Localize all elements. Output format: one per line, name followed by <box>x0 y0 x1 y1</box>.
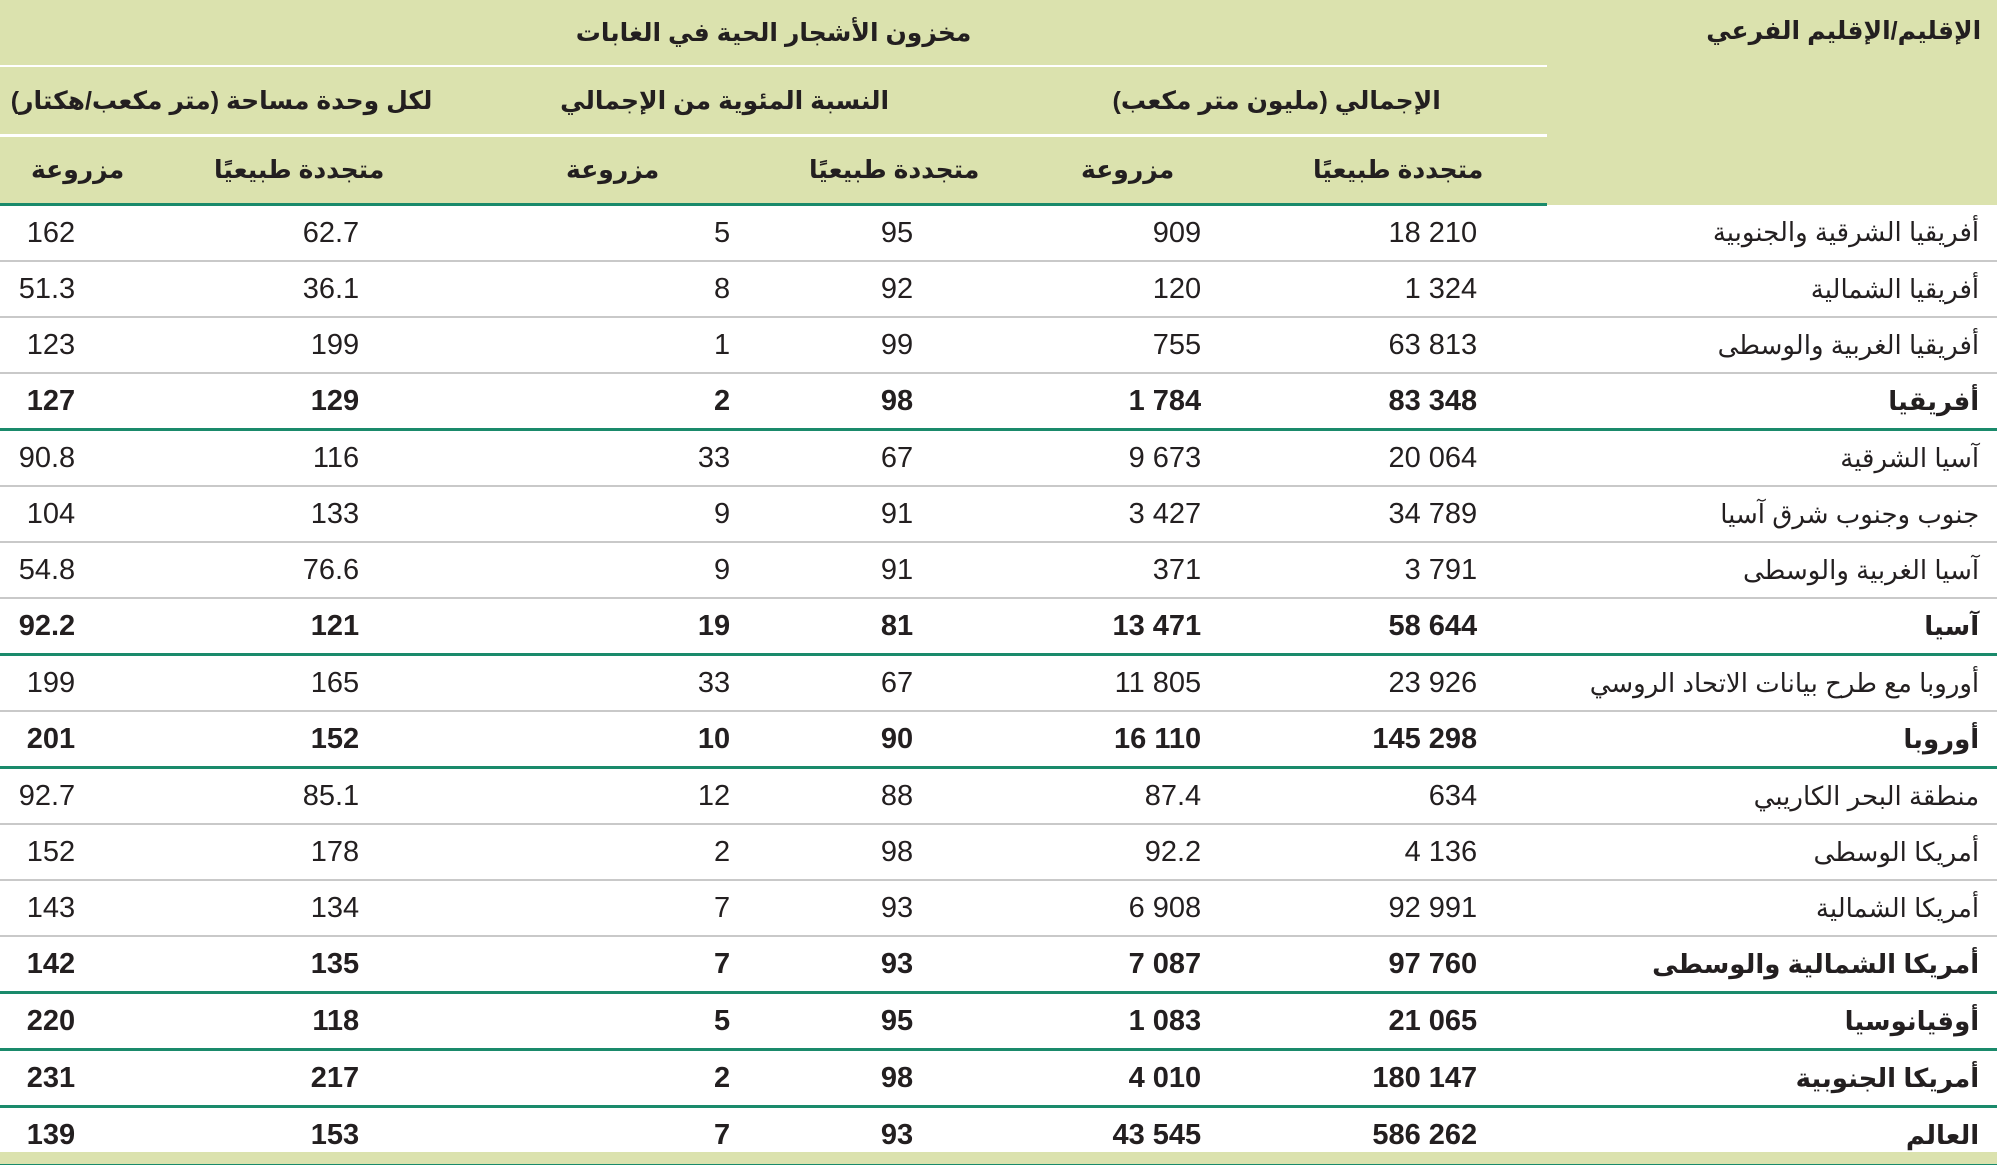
cell-value: 1 324 <box>1404 272 1478 305</box>
total-natural-cell <box>1249 598 1547 655</box>
region-name-cell: أوروبا مع طرح بيانات الاتحاد الروسي <box>1547 655 1997 712</box>
percent-natural-cell <box>782 768 1006 825</box>
cell-value: 5 <box>714 216 731 249</box>
area-natural-cell <box>155 711 443 768</box>
percent-planted-cell <box>443 486 782 542</box>
cell-value: 4 010 <box>1128 1061 1202 1094</box>
region-name-cell: أمريكا الوسطى <box>1547 824 1997 880</box>
cell-value: 129 <box>310 384 360 417</box>
cell-value: 92.2 <box>18 609 76 642</box>
percent-planted-cell <box>443 993 782 1050</box>
area-planted-cell <box>0 880 155 936</box>
percent-natural-cell <box>782 993 1006 1050</box>
area-planted-cell <box>0 373 155 430</box>
cell-value: 1 083 <box>1128 1004 1202 1037</box>
subheader-area-planted: مزروعة <box>0 136 155 205</box>
percent-natural-cell <box>782 598 1006 655</box>
cell-value: 23 926 <box>1388 666 1478 699</box>
cell-value: 145 298 <box>1372 722 1478 755</box>
area-planted-cell <box>0 655 155 712</box>
cell-value: 135 <box>310 947 360 980</box>
percent-planted-cell <box>443 655 782 712</box>
table-row <box>0 711 1997 768</box>
total-natural-cell <box>1249 317 1547 373</box>
cell-value: 54.8 <box>18 553 76 586</box>
percent-natural-cell <box>782 936 1006 993</box>
region-name-cell: أفريقيا الشرقية والجنوبية <box>1547 205 1997 262</box>
cell-value: 6 908 <box>1128 891 1202 924</box>
cell-value: 98 <box>880 384 914 417</box>
cell-value: 76.6 <box>302 553 360 586</box>
table-row <box>0 1050 1997 1107</box>
cell-value: 83 348 <box>1388 384 1478 417</box>
cell-value: 58 644 <box>1388 609 1478 642</box>
area-planted-cell <box>0 598 155 655</box>
cell-value: 67 <box>880 441 914 474</box>
cell-value: 180 147 <box>1372 1061 1478 1094</box>
area-natural-cell <box>155 1050 443 1107</box>
area-natural-cell <box>155 598 443 655</box>
percent-planted-cell <box>443 205 782 262</box>
subheader-percent-planted: مزروعة <box>443 136 782 205</box>
table-row <box>0 655 1997 712</box>
region-name-cell: جنوب وجنوب شرق آسيا <box>1547 486 1997 542</box>
total-natural-cell <box>1249 261 1547 317</box>
total-natural-cell <box>1249 880 1547 936</box>
area-natural-cell <box>155 824 443 880</box>
cell-value: 142 <box>26 947 76 980</box>
cell-value: 139 <box>26 1118 76 1151</box>
percent-natural-cell <box>782 317 1006 373</box>
percent-natural-cell <box>782 261 1006 317</box>
cell-value: 36.1 <box>302 272 360 305</box>
percent-planted-cell <box>443 598 782 655</box>
table-header <box>0 0 1997 205</box>
region-name-cell: أمريكا الجنوبية <box>1547 1050 1997 1107</box>
percent-natural-cell <box>782 711 1006 768</box>
cell-value: 104 <box>26 497 76 530</box>
cell-value: 90.8 <box>18 441 76 474</box>
cell-value: 1 784 <box>1128 384 1202 417</box>
cell-value: 2 <box>714 384 731 417</box>
cell-value: 90 <box>880 722 914 755</box>
cell-value: 10 <box>697 722 731 755</box>
total-natural-cell <box>1249 993 1547 1050</box>
cell-value: 133 <box>310 497 360 530</box>
cell-value: 153 <box>310 1118 360 1151</box>
cell-value: 98 <box>880 835 914 868</box>
stock-main-header: مخزون الأشجار الحية في الغابات <box>0 0 1547 66</box>
table-row <box>0 598 1997 655</box>
total-natural-cell <box>1249 205 1547 262</box>
total-planted-cell <box>1006 598 1249 655</box>
area-planted-cell <box>0 993 155 1050</box>
cell-value: 93 <box>880 1118 914 1151</box>
cell-value: 34 789 <box>1388 497 1478 530</box>
cell-value: 95 <box>880 1004 914 1037</box>
table-body <box>0 205 1997 1164</box>
cell-value: 98 <box>880 1061 914 1094</box>
cell-value: 11 805 <box>1114 666 1202 699</box>
cell-value: 21 065 <box>1388 1004 1478 1037</box>
total-natural-cell <box>1249 1050 1547 1107</box>
subheader-total-planted: مزروعة <box>1006 136 1249 205</box>
region-name-cell: أوروبا <box>1547 711 1997 768</box>
area-planted-cell <box>0 205 155 262</box>
group-header-per-area: لكل وحدة مساحة (متر مكعب/هكتار) <box>0 66 443 136</box>
region-name-cell: آسيا <box>1547 598 1997 655</box>
cell-value: 121 <box>310 609 360 642</box>
subheader-area-natural: متجددة طبيعيًا <box>155 136 443 205</box>
cell-value: 3 427 <box>1128 497 1202 530</box>
total-natural-cell <box>1249 430 1547 487</box>
percent-planted-cell <box>443 768 782 825</box>
cell-value: 92.7 <box>18 779 76 812</box>
total-natural-cell <box>1249 936 1547 993</box>
area-natural-cell <box>155 993 443 1050</box>
cell-value: 99 <box>880 328 914 361</box>
total-planted-cell <box>1006 373 1249 430</box>
total-planted-cell <box>1006 430 1249 487</box>
area-natural-cell <box>155 261 443 317</box>
area-natural-cell <box>155 542 443 598</box>
region-name-cell: العالم <box>1547 1107 1997 1164</box>
table-row <box>0 824 1997 880</box>
cell-value: 201 <box>26 722 76 755</box>
cell-value: 7 087 <box>1128 947 1202 980</box>
cell-value: 51.3 <box>18 272 76 305</box>
cell-value: 231 <box>26 1061 76 1094</box>
cell-value: 634 <box>1428 779 1478 812</box>
total-planted-cell <box>1006 317 1249 373</box>
total-planted-cell <box>1006 936 1249 993</box>
subheader-percent-natural: متجددة طبيعيًا <box>782 136 1006 205</box>
region-name-cell: منطقة البحر الكاريبي <box>1547 768 1997 825</box>
percent-planted-cell <box>443 936 782 993</box>
cell-value: 12 <box>697 779 731 812</box>
percent-planted-cell <box>443 317 782 373</box>
cell-value: 62.7 <box>302 216 360 249</box>
total-planted-cell <box>1006 711 1249 768</box>
total-natural-cell <box>1249 373 1547 430</box>
percent-natural-cell <box>782 205 1006 262</box>
cell-value: 5 <box>714 1004 731 1037</box>
percent-planted-cell <box>443 542 782 598</box>
total-planted-cell <box>1006 655 1249 712</box>
cell-value: 127 <box>26 384 76 417</box>
area-natural-cell <box>155 373 443 430</box>
cell-value: 91 <box>880 497 914 530</box>
group-header-percent: النسبة المئوية من الإجمالي <box>443 66 1006 136</box>
total-planted-cell <box>1006 205 1249 262</box>
cell-value: 162 <box>26 216 76 249</box>
cell-value: 13 471 <box>1112 609 1202 642</box>
cell-value: 118 <box>312 1004 360 1037</box>
region-name-cell: آسيا الشرقية <box>1547 430 1997 487</box>
percent-planted-cell <box>443 373 782 430</box>
table-row <box>0 993 1997 1050</box>
cell-value: 93 <box>880 947 914 980</box>
cell-value: 85.1 <box>302 779 360 812</box>
total-natural-cell <box>1249 711 1547 768</box>
table-row <box>0 936 1997 993</box>
cell-value: 165 <box>310 666 360 699</box>
total-planted-cell <box>1006 824 1249 880</box>
cell-value: 755 <box>1152 328 1202 361</box>
cell-value: 16 110 <box>1114 722 1202 755</box>
cell-value: 7 <box>714 891 731 924</box>
cell-value: 371 <box>1152 553 1202 586</box>
cell-value: 43 545 <box>1112 1118 1202 1151</box>
region-name-cell: أمريكا الشمالية <box>1547 880 1997 936</box>
percent-planted-cell <box>443 880 782 936</box>
table-row <box>0 542 1997 598</box>
area-natural-cell <box>155 655 443 712</box>
table-row <box>0 486 1997 542</box>
area-planted-cell <box>0 486 155 542</box>
area-planted-cell <box>0 317 155 373</box>
percent-planted-cell <box>443 711 782 768</box>
percent-planted-cell <box>443 1050 782 1107</box>
cell-value: 152 <box>310 722 360 755</box>
cell-value: 143 <box>26 891 76 924</box>
percent-natural-cell <box>782 430 1006 487</box>
group-header-total: الإجمالي (مليون متر مكعب) <box>1006 66 1547 136</box>
area-natural-cell <box>155 317 443 373</box>
table-row <box>0 261 1997 317</box>
area-natural-cell <box>155 430 443 487</box>
area-natural-cell <box>155 936 443 993</box>
cell-value: 9 <box>714 497 731 530</box>
cell-value: 9 673 <box>1128 441 1202 474</box>
table-row <box>0 317 1997 373</box>
footer-band <box>0 1152 1997 1164</box>
region-name-cell: أفريقيا <box>1547 373 1997 430</box>
area-planted-cell <box>0 542 155 598</box>
cell-value: 92 991 <box>1388 891 1478 924</box>
cell-value: 18 210 <box>1388 216 1478 249</box>
table-row <box>0 430 1997 487</box>
area-natural-cell <box>155 205 443 262</box>
percent-planted-cell <box>443 824 782 880</box>
cell-value: 33 <box>697 441 731 474</box>
total-planted-cell <box>1006 542 1249 598</box>
total-natural-cell <box>1249 655 1547 712</box>
total-planted-cell <box>1006 880 1249 936</box>
percent-natural-cell <box>782 1050 1006 1107</box>
region-name-cell: أمريكا الشمالية والوسطى <box>1547 936 1997 993</box>
cell-value: 2 <box>714 1061 731 1094</box>
table-row <box>0 373 1997 430</box>
area-planted-cell <box>0 430 155 487</box>
cell-value: 4 136 <box>1404 835 1478 868</box>
total-planted-cell <box>1006 486 1249 542</box>
cell-value: 81 <box>880 609 914 642</box>
total-natural-cell <box>1249 768 1547 825</box>
area-planted-cell <box>0 824 155 880</box>
cell-value: 92.2 <box>1144 835 1202 868</box>
percent-natural-cell <box>782 542 1006 598</box>
region-name-cell: آسيا الغربية والوسطى <box>1547 542 1997 598</box>
cell-value: 909 <box>1152 216 1202 249</box>
cell-value: 116 <box>312 441 360 474</box>
cell-value: 20 064 <box>1388 441 1478 474</box>
region-name-cell: أفريقيا الشمالية <box>1547 261 1997 317</box>
cell-value: 199 <box>26 666 76 699</box>
subheader-total-natural: متجددة طبيعيًا <box>1249 136 1547 205</box>
total-planted-cell <box>1006 768 1249 825</box>
cell-value: 3 791 <box>1404 553 1478 586</box>
table-row <box>0 205 1997 262</box>
cell-value: 152 <box>26 835 76 868</box>
cell-value: 123 <box>26 328 76 361</box>
area-planted-cell <box>0 711 155 768</box>
cell-value: 95 <box>880 216 914 249</box>
cell-value: 33 <box>697 666 731 699</box>
percent-planted-cell <box>443 430 782 487</box>
area-natural-cell <box>155 880 443 936</box>
cell-value: 92 <box>880 272 914 305</box>
area-planted-cell <box>0 936 155 993</box>
cell-value: 7 <box>714 947 731 980</box>
cell-value: 8 <box>714 272 731 305</box>
region-name-cell: أفريقيا الغربية والوسطى <box>1547 317 1997 373</box>
cell-value: 178 <box>310 835 360 868</box>
total-planted-cell <box>1006 261 1249 317</box>
cell-value: 63 813 <box>1388 328 1478 361</box>
region-name-cell: أوقيانوسيا <box>1547 993 1997 1050</box>
cell-value: 2 <box>714 835 731 868</box>
cell-value: 217 <box>310 1061 360 1094</box>
cell-value: 88 <box>880 779 914 812</box>
percent-natural-cell <box>782 880 1006 936</box>
total-natural-cell <box>1249 824 1547 880</box>
table-row <box>0 768 1997 825</box>
total-planted-cell <box>1006 1050 1249 1107</box>
cell-value: 97 760 <box>1388 947 1478 980</box>
cell-value: 91 <box>880 553 914 586</box>
area-planted-cell <box>0 261 155 317</box>
cell-value: 67 <box>880 666 914 699</box>
percent-natural-cell <box>782 486 1006 542</box>
area-planted-cell <box>0 768 155 825</box>
cell-value: 120 <box>1152 272 1202 305</box>
percent-natural-cell <box>782 655 1006 712</box>
area-planted-cell <box>0 1050 155 1107</box>
total-natural-cell <box>1249 486 1547 542</box>
total-planted-cell <box>1006 993 1249 1050</box>
cell-value: 93 <box>880 891 914 924</box>
cell-value: 9 <box>714 553 731 586</box>
area-natural-cell <box>155 768 443 825</box>
region-column-header: الإقليم/الإقليم الفرعي <box>1547 0 1997 205</box>
percent-planted-cell <box>443 261 782 317</box>
percent-natural-cell <box>782 824 1006 880</box>
table-row <box>0 880 1997 936</box>
cell-value: 220 <box>26 1004 76 1037</box>
percent-natural-cell <box>782 373 1006 430</box>
cell-value: 586 262 <box>1372 1118 1478 1151</box>
cell-value: 134 <box>310 891 360 924</box>
cell-value: 1 <box>714 328 731 361</box>
area-natural-cell <box>155 486 443 542</box>
total-natural-cell <box>1249 542 1547 598</box>
cell-value: 199 <box>310 328 360 361</box>
cell-value: 19 <box>697 609 731 642</box>
cell-value: 87.4 <box>1144 779 1202 812</box>
cell-value: 7 <box>714 1118 731 1151</box>
